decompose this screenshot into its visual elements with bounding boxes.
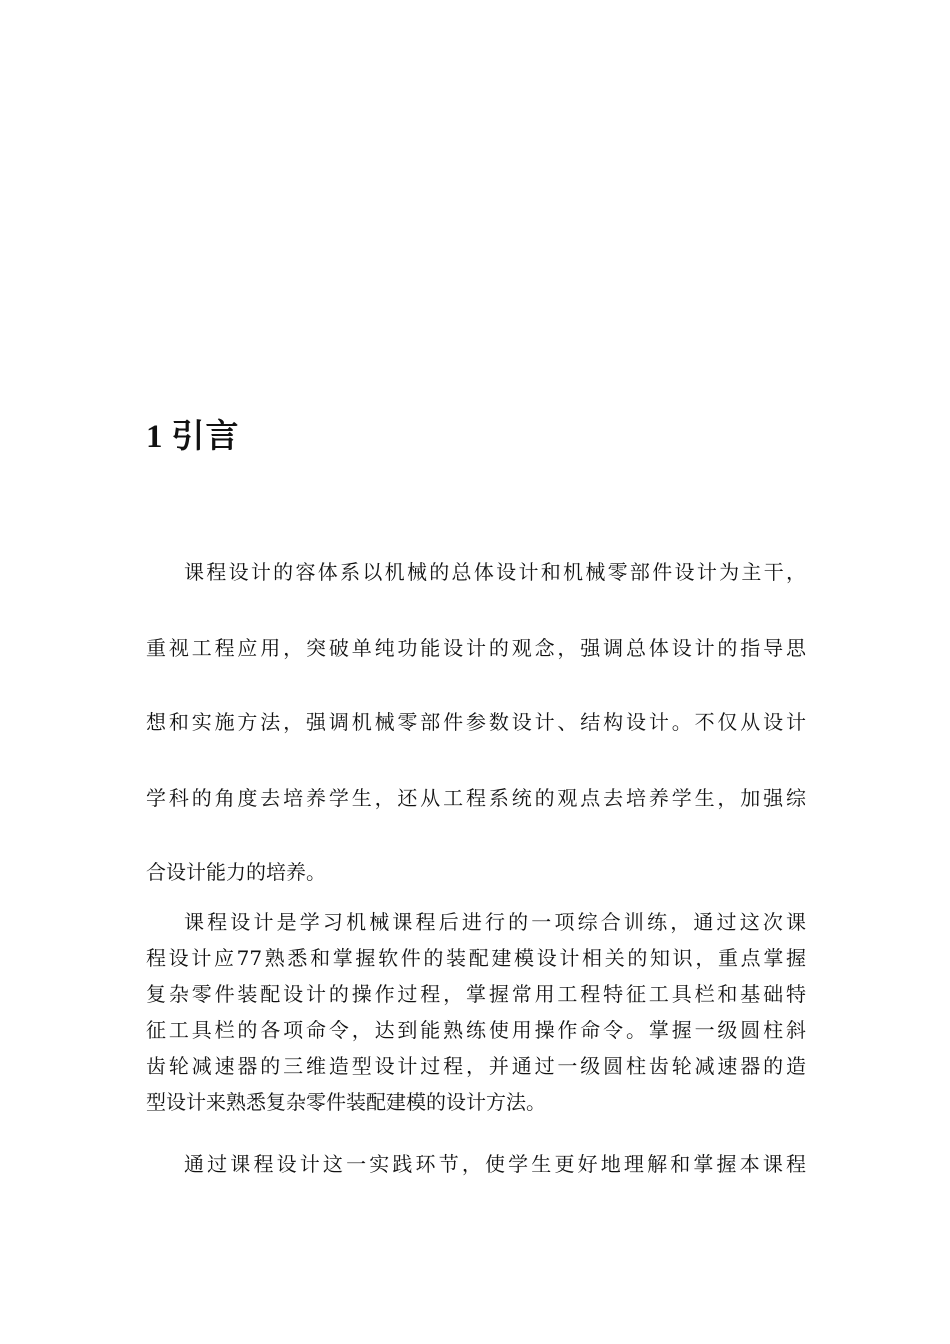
paragraph-line: 型设计来熟悉复杂零件装配建模的设计方法。 [146,1090,546,1114]
paragraph-line: 重视工程应用，突破单纯功能设计的观念，强调总体设计的指导思 [146,636,806,660]
paragraph-line: 通过课程设计这一实践环节，使学生更好地理解和掌握本课程 [184,1152,806,1176]
paragraph-line: 征工具栏的各项命令，达到能熟练使用操作命令。掌握一级圆柱斜 [146,1018,806,1042]
paragraph-line: 学科的角度去培养学生，还从工程系统的观点去培养学生，加强综 [146,786,806,810]
section-title: 引言 [171,416,240,455]
paragraph-line: 课程设计的容体系以机械的总体设计和机械零部件设计为主干， [184,560,806,584]
paragraph-line: 复杂零件装配设计的操作过程，掌握常用工程特征工具栏和基础特 [146,982,806,1006]
paragraph-line: 程设计应77熟悉和掌握软件的装配建模设计相关的知识，重点掌握 [146,946,806,970]
paragraph-line: 想和实施方法，强调机械零部件参数设计、结构设计。不仅从设计 [146,710,806,734]
section-heading [146,410,240,457]
paragraph-line: 合设计能力的培养。 [146,860,326,884]
section-number: 1 [146,419,164,455]
paragraph-line: 齿轮减速器的三维造型设计过程，并通过一级圆柱齿轮减速器的造 [146,1054,806,1078]
paragraph-line: 课程设计是学习机械课程后进行的一项综合训练，通过这次课 [184,910,806,934]
